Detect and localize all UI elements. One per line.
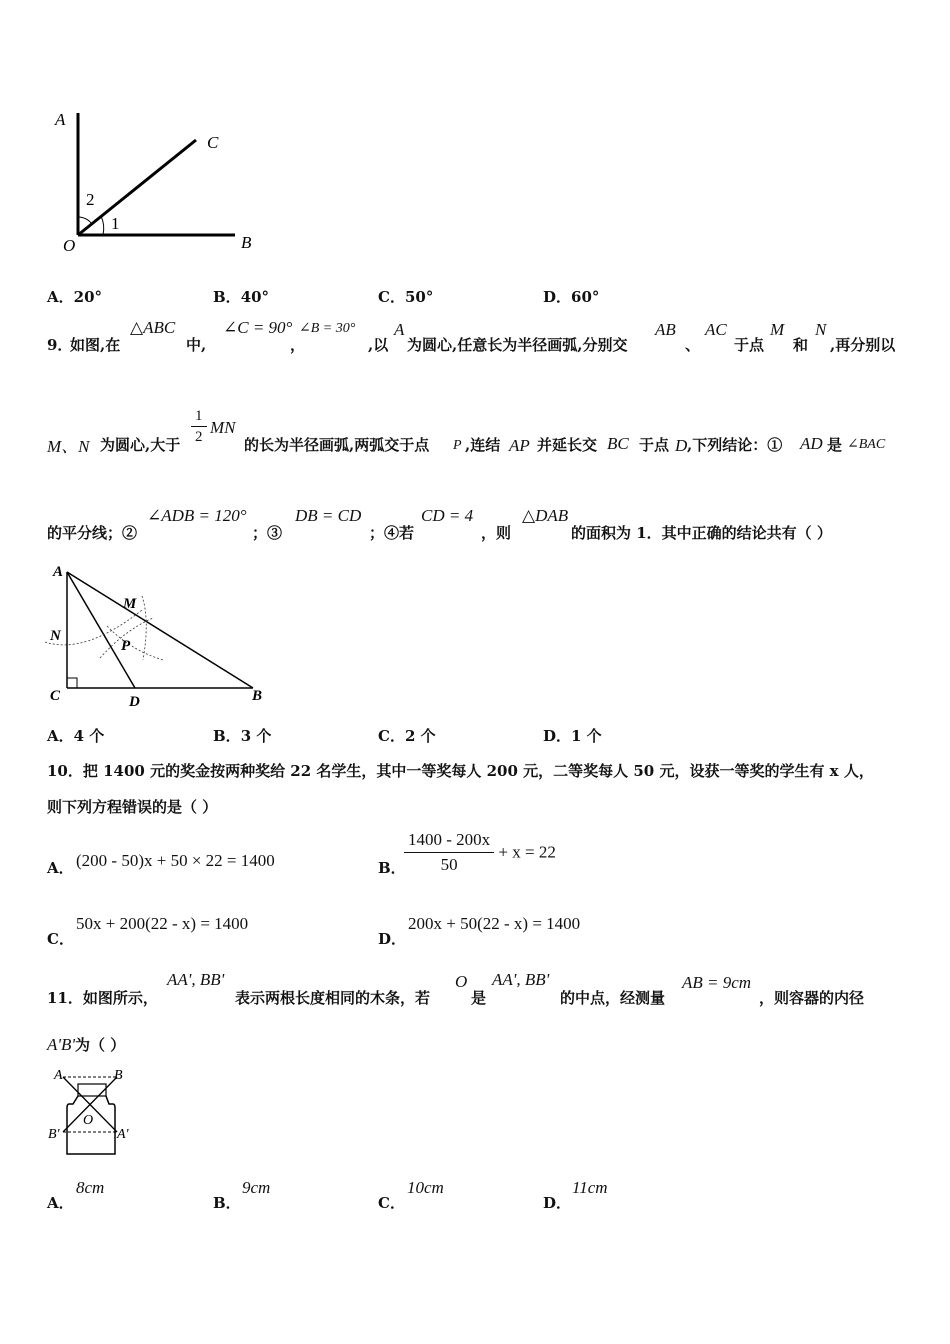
container-figure — [45, 1062, 145, 1162]
label-B: B — [114, 1068, 123, 1083]
q8-option-c[interactable]: C．50° — [378, 288, 434, 306]
q10-option-b-letter[interactable]: B． — [378, 859, 406, 877]
angle-figure — [45, 105, 275, 255]
q11-option-d-letter[interactable]: D． — [543, 1194, 572, 1212]
q10-line2: 则下列方程错误的是（ ） — [47, 798, 218, 816]
triangle-figure — [45, 560, 275, 712]
q11-option-a-letter[interactable]: A． — [47, 1194, 74, 1212]
q11-option-b-letter[interactable]: B． — [213, 1194, 241, 1212]
label-O: O — [83, 1113, 94, 1128]
q9-line1: 9． 如图,在 △ABC 中, ∠C = 90° ， ∠B = 30° ,以 A 为圆心,任意长为半径画弧,分别交 AB 、 AC 于点 M 和 N ,再分别以 — [47, 318, 896, 354]
frac-numerator: 1400 - 200x — [404, 828, 494, 853]
q11-option-d[interactable]: 11cm — [572, 1178, 608, 1197]
label-A: A — [53, 564, 64, 580]
label-B-prime: B' — [48, 1127, 60, 1142]
q9-option-b[interactable]: B．3 个 — [213, 727, 272, 745]
q9-option-a[interactable]: A．4 个 — [47, 727, 105, 745]
label-O: O — [63, 236, 76, 255]
label-C: C — [50, 688, 61, 704]
q10-option-d-letter[interactable]: D． — [378, 930, 407, 948]
q10-line1: 10．把 1400 元的奖金按两种奖给 22 名学生，其中一等奖每人 200 元，二等奖每人 50 元，设获一等奖的学生有 x 人， — [47, 762, 874, 780]
label-A: A — [54, 1068, 63, 1083]
q8-option-b[interactable]: B．40° — [213, 288, 270, 306]
q10-option-c-letter[interactable]: C． — [47, 930, 74, 948]
q10-option-b[interactable]: $\frac{1400 - 200x}{50}$ + x = 22 — [404, 828, 556, 877]
q9-line3: 的平分线；② ∠ADB = 120° ；③ DB = CD ；④若 CD = 4 ，则 △DAB 的面积为 1．其中正确的结论共有（ ） — [47, 506, 832, 542]
q8-option-a[interactable]: A．20° — [47, 288, 103, 306]
q9-line2: M、N 为圆心,大于 $\frac{1}{2}$ MN 的长为半径画弧,两弧交于点 P ,连结 AP 并延长交 BC 于点 D ,下列结论：① AD 是 ∠BAC — [47, 408, 886, 456]
label-N: N — [50, 628, 61, 644]
label-B: B — [241, 233, 252, 252]
label-1: 1 — [111, 214, 120, 233]
frac-denominator: 50 — [440, 855, 458, 874]
q10-option-c[interactable]: 50x + 200(22 - x) = 1400 — [76, 914, 249, 933]
label-A-prime: A' — [117, 1127, 129, 1142]
frac-denominator: 2 — [195, 429, 203, 445]
q11-option-b[interactable]: 9cm — [242, 1178, 271, 1197]
label-A: A — [55, 110, 66, 129]
label-D: D — [129, 694, 140, 710]
label-P: P — [121, 638, 131, 654]
q11-line2: A'B'为（ ） — [47, 1035, 126, 1054]
q10-option-a[interactable]: (200 - 50)x + 50 × 22 = 1400 — [76, 851, 275, 870]
label-C: C — [207, 133, 219, 152]
label-M: M — [123, 596, 137, 612]
label-B: B — [252, 688, 263, 704]
q11-line1: 11．如图所示， AA', BB' 表示两根长度相同的木条，若 O 是 AA', BB' 的中点，经测量 AB = 9cm ，则容器的内径 — [47, 970, 865, 1007]
q8-option-d[interactable]: D．60° — [543, 288, 600, 306]
q11-option-c-letter[interactable]: C． — [378, 1194, 405, 1212]
q10-option-a-letter[interactable]: A． — [47, 859, 74, 877]
frac-numerator: 1 — [191, 406, 207, 427]
q11-option-c[interactable]: 10cm — [407, 1178, 444, 1197]
q9-option-d[interactable]: D．1 个 — [543, 727, 602, 745]
q9-option-c[interactable]: C．2 个 — [378, 727, 436, 745]
q11-option-a[interactable]: 8cm — [76, 1178, 105, 1197]
q10-option-d[interactable]: 200x + 50(22 - x) = 1400 — [408, 914, 581, 933]
label-2: 2 — [86, 190, 95, 209]
